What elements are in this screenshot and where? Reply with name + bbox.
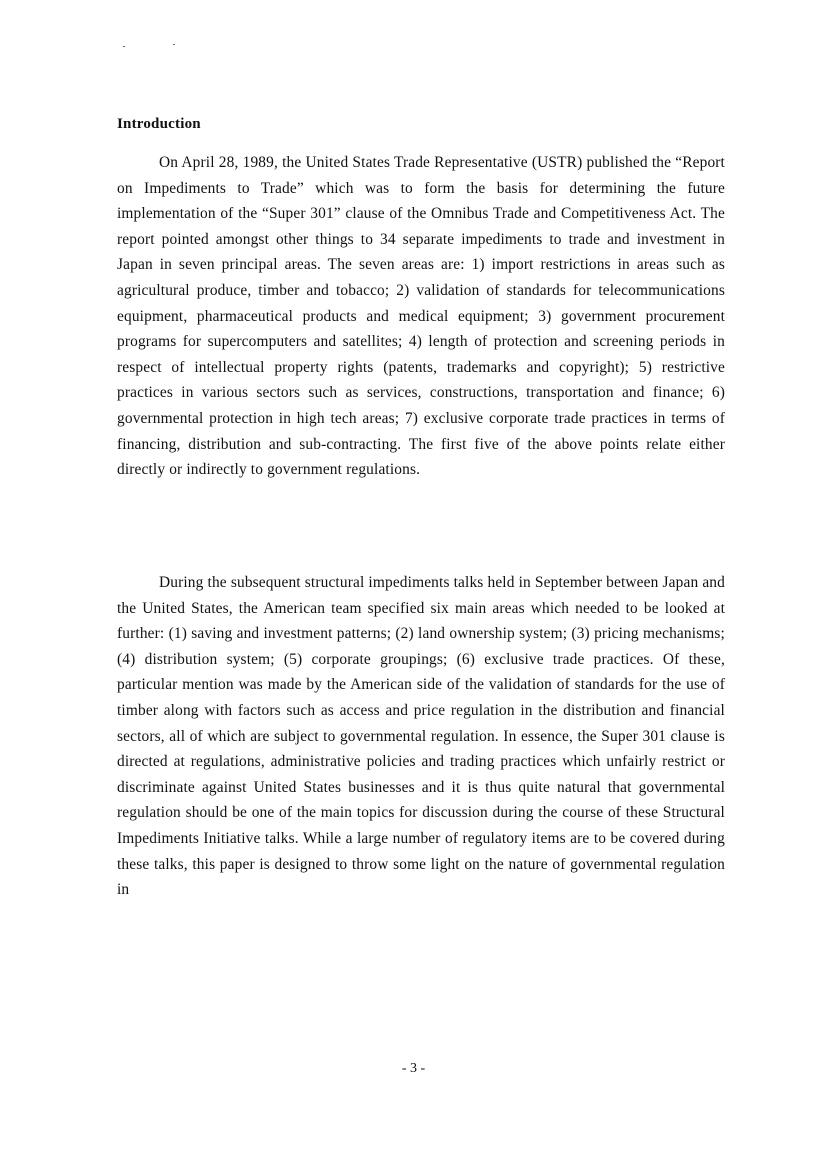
section-heading: Introduction (117, 116, 201, 132)
paragraph-2: During the subsequent structural impediments talks held in September between Japan and the United States, the American team specified six main areas which needed to be looked at further: (1) saving and investment patterns; (2) land ownership system; (3) pricing mechanisms; (4) distribution system; (5) corporate groupings; (6) exclusive trade practices. Of these, particular mention was made by the American side of the validation of standards for the use of timber along with factors such as access and price regulation in the distribution and financial sectors, all of which are subject to governmental regulation. In essence, the Super 301 clause is directed at regulations, administrative policies and trading practices which unfairly restrict or discriminate against United States businesses and it is thus quite natural that governmental regulation should be one of the main topics for discussion during the course of these Structural Impediments Initiative talks. While a large number of regulatory items are to be covered during these talks, this paper is designed to throw some light on the nature of governmental regulation in (117, 574, 725, 899)
paragraph-1: On April 28, 1989, the United States Trade Representative (USTR) published the “Report on Impediments to Trade” which was to form the basis for determining the future implementation of the “Super 301” clause of the Omnibus Trade and Competitiveness Act. The report pointed amongst other things to 34 separate impediments to trade and investment in Japan in seven principal areas. The seven areas are: 1) import restrictions in areas such as agricultural produce, timber and tobacco; 2) validation of standards for telecommunications equipment, pharmaceutical products and medical equipment; 3) government procurement programs for supercomputers and satellites; 4) length of protection and screening periods in respect of intellectual property rights (patents, trademarks and copyright); 5) restrictive practices in various sectors such as services, constructions, transportation and finance; 6) governmental protection in high tech areas; 7) exclusive corporate trade practices in terms of financing, distribution and sub-contracting. The first five of the above points relate either directly or indirectly to government regulations. (117, 154, 725, 479)
scan-speck (173, 44, 175, 45)
scan-speck (123, 46, 125, 47)
page-number: - 3 - (401, 1061, 426, 1076)
